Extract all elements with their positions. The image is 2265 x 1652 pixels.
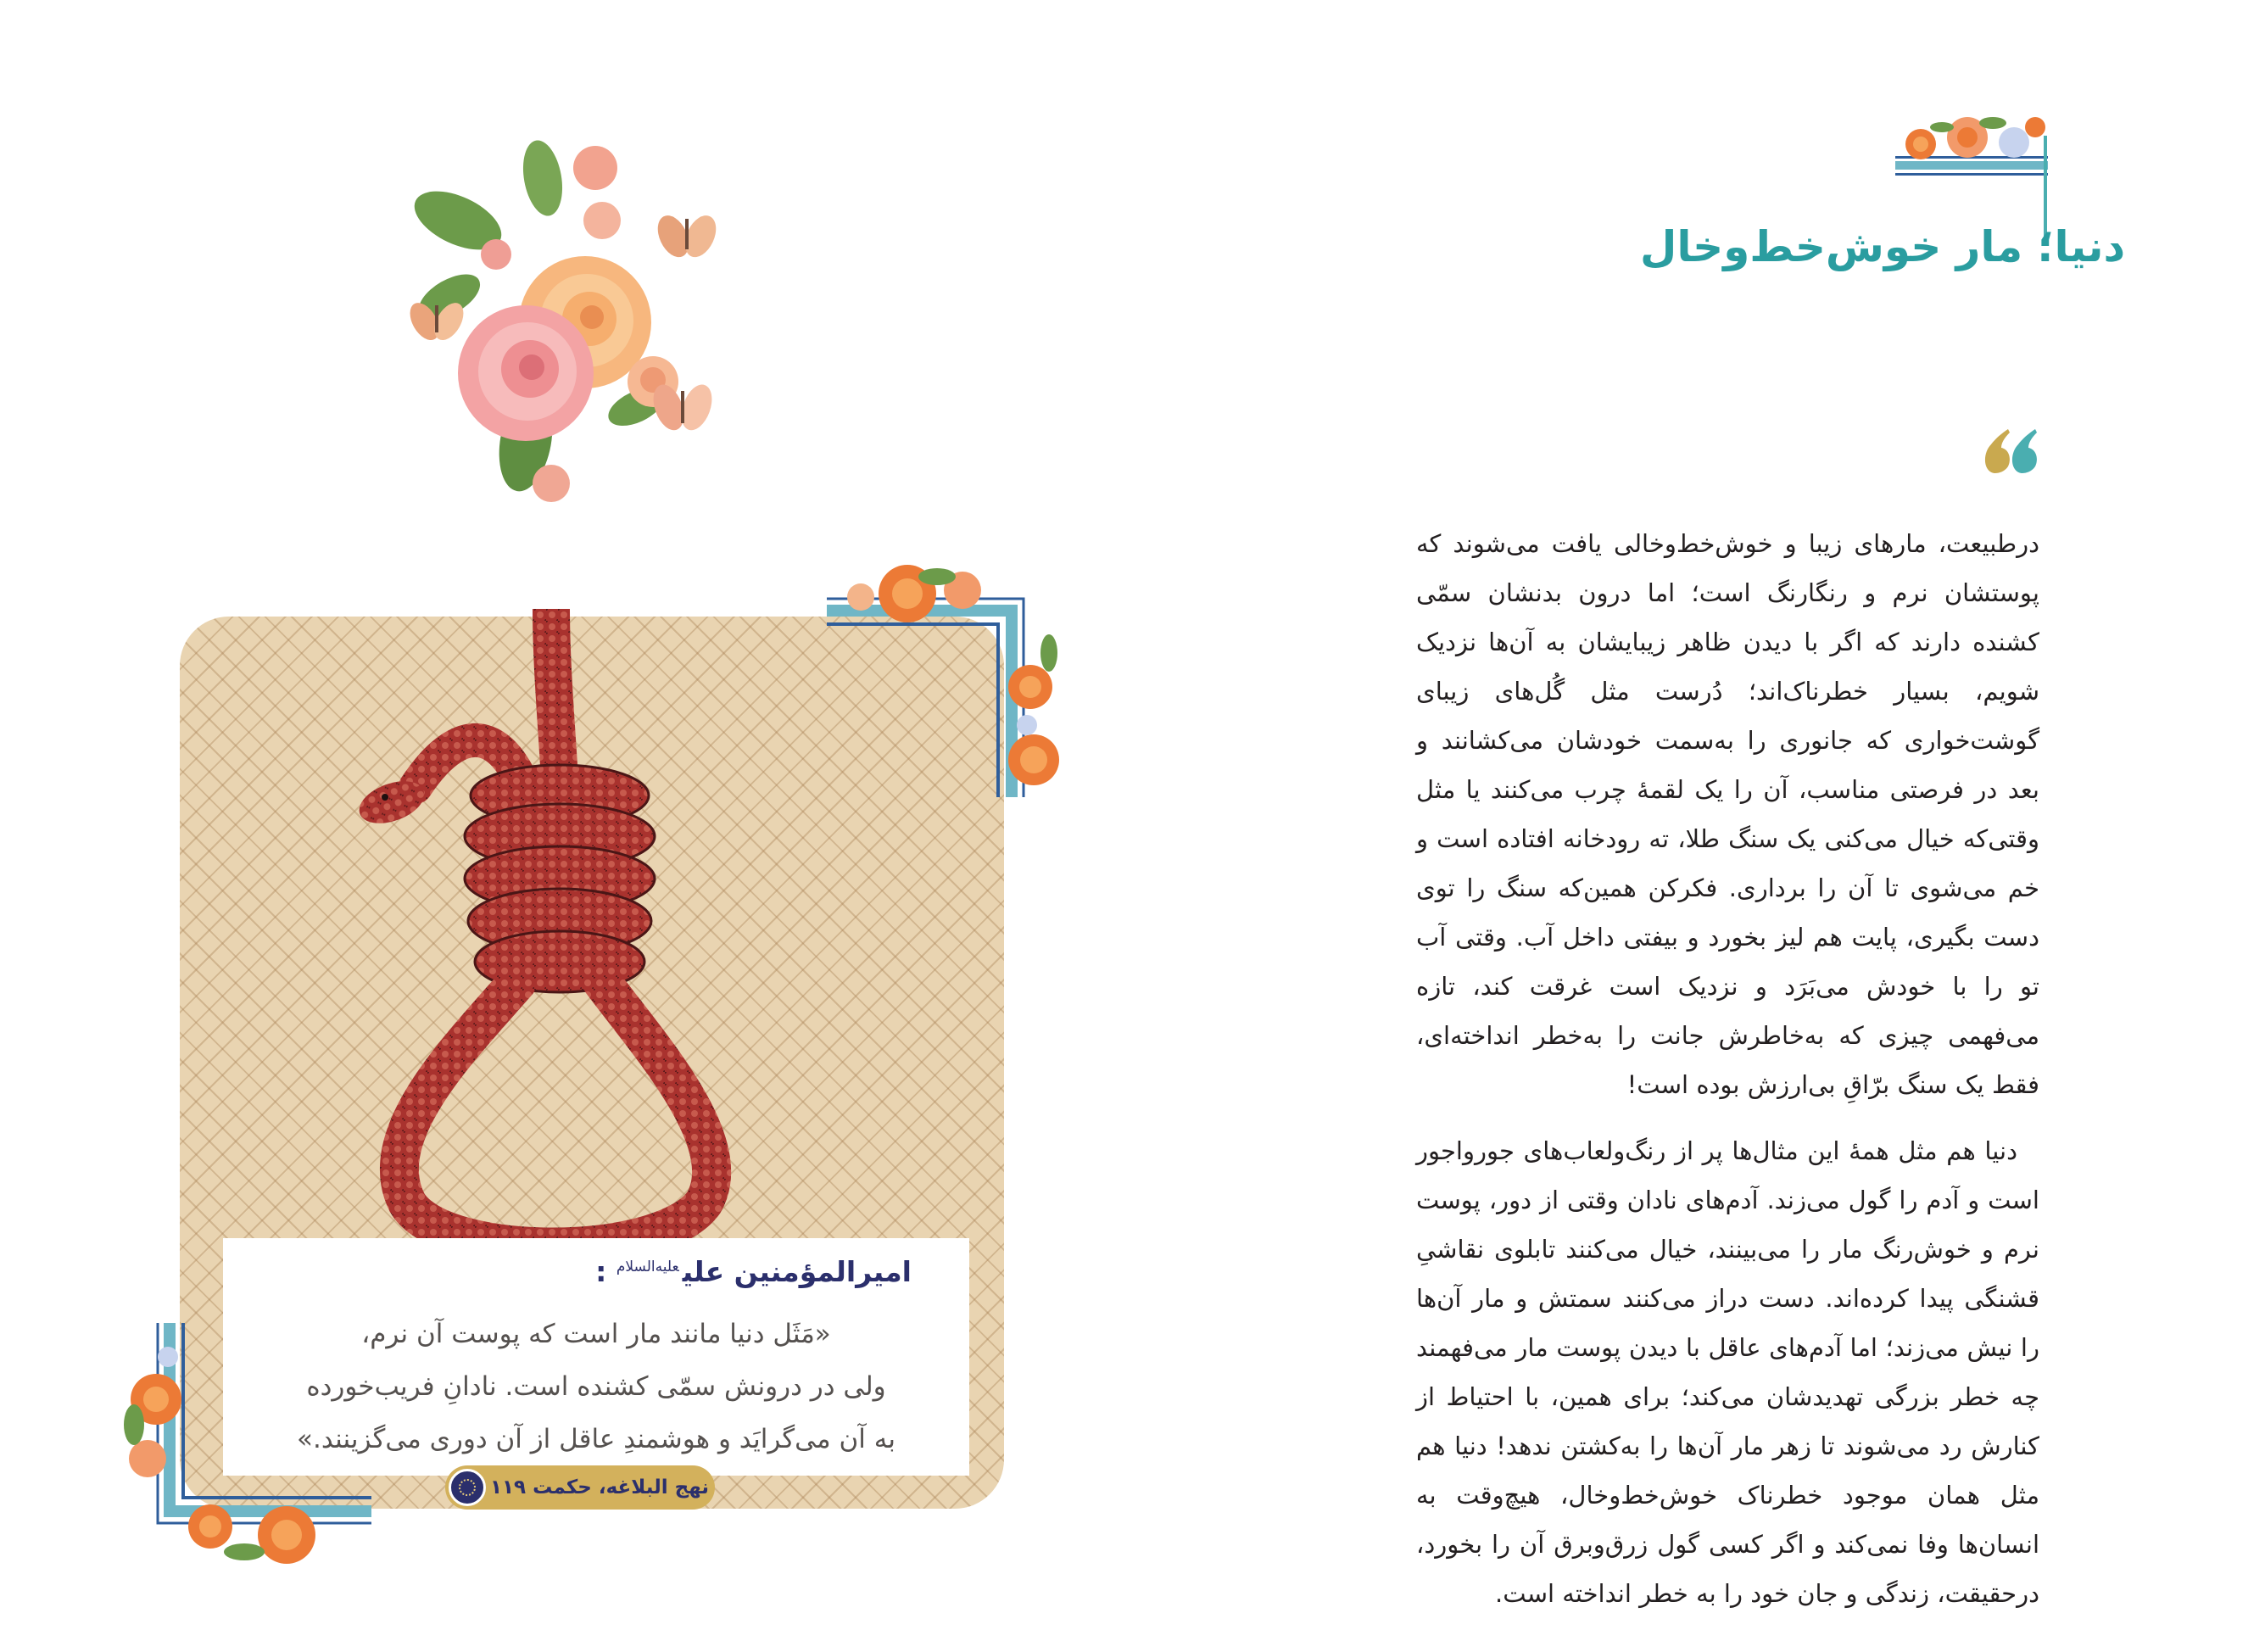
floral-corner-ornament [827, 560, 1064, 801]
quote-line: ولی در درونش سمّی کشنده است. نادانِ فریب‌خورده [306, 1371, 886, 1402]
title-floral-ornament [1887, 102, 2056, 195]
quote-line: «مَثَل دنیا مانند مار است که پوست آن نرم، [361, 1319, 831, 1349]
flower-bouquet-illustration [399, 127, 738, 534]
source-badge [445, 1465, 715, 1510]
source-label: نهج البلاغه، حکمت ۱۱۹ [489, 1476, 710, 1499]
body-paragraph: درطبیعت، مارهای زیبا و خوش‌خط‌وخالی یافت می‌شوند که پوستشان نرم و رنگارنگ است؛ اما درون بدنشان سمّی کشنده دارند که اگر با دیدن ظاهر زیبایشان به آن‌ها نزدیک شویم، بسیار خطرناک‌اند؛ دُرست مثل گُل‌های زیبای گوشت‌خواری که جانوری را به‌سمت خودشان می‌کشانند و بعد در فرصتی مناسب، آن را یک لقمهٔ چرب می‌کنند یا مثل وقتی‌که خیال می‌کنی یک سنگ طلا، ته رودخانه افتاده است و خم می‌شوی تا آن را برداری. فکرکن همین‌که سنگ را توی دست بگیری، پایت هم لیز بخورد و بیفتی داخل آب. وقتی آب تو را با خودش می‌بَرَد و نزدیک است غرقت کند، تازه می‌فهمی چیزی که به‌خاطرش جانت را به‌خطر انداخته‌ای، فقط یک سنگ برّاقِ بی‌ارزش بوده است! [1416, 529, 2039, 1099]
honorific: علیه‌السلام [616, 1259, 679, 1275]
hadith-quote-box [223, 1238, 969, 1476]
author-name: امیرالمؤمنین علی [682, 1255, 912, 1288]
double-quote-icon [1983, 422, 2037, 475]
author-colon: : [595, 1255, 607, 1288]
seal-icon [449, 1469, 486, 1506]
quote-author [257, 1255, 912, 1288]
quote-line: به آن می‌گرایَد و هوشمندِ عاقل از آن دوری می‌گزینند.» [297, 1424, 895, 1454]
quote-text [248, 1308, 944, 1465]
snake-noose-illustration [356, 609, 780, 1270]
page-title: دنیا؛ مار خوش‌خط‌وخال [1640, 222, 2126, 271]
body-paragraph: دنیا هم مثل همهٔ این مثال‌ها پر از رنگ‌ولعاب‌های جورواجور است و آدم را گول می‌زند. آدم‌های نادان وقتی از دور، پوست نرم و خوش‌رنگ مار را می‌بینند، خیال می‌کنند تابلوی نقاشیِ قشنگی پیدا کرده‌اند. دست دراز می‌کنند سمتش و مار آن‌ها را نیش می‌زند؛ اما آدم‌های عاقل با دیدن پوست مار می‌فهمند چه خطر بزرگی تهدیدشان می‌کند؛ برای همین، با احتیاط از کنارش رد می‌شوند تا زهر مار آن‌ها را به‌کشتن ندهد! دنیا هم مثل همان موجود خطرناک خوش‌خط‌وخال، هیچ‌وقت به انسان‌ها وفا نمی‌کند و اگر کسی گول زرق‌وبرق آن را بخورد، درحقیقت، زندگی و جان خود را به خطر انداخته است. [1416, 1136, 2039, 1608]
page-title-row [1623, 215, 2126, 278]
